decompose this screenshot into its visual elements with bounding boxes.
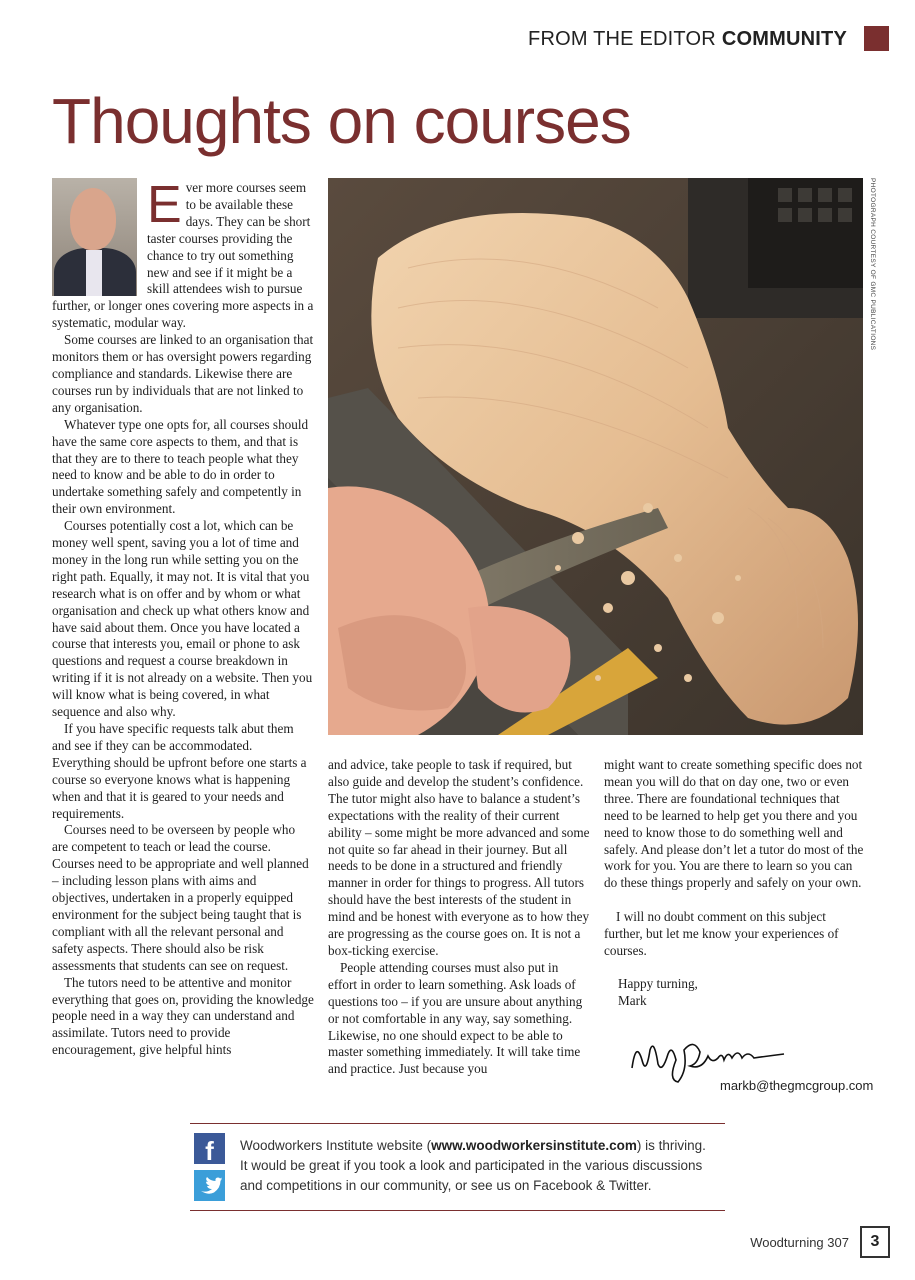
paragraph: and advice, take people to task if required, but also guide and develop the student’s confidence. The tutor might also have to balance a student’s expectations with the reality of their current ability – some might be more advanced and some not quite so far ahead in their journey. But all needs to be done in a structured and friendly manner in order for things to progress. All tutors should have the best interests of the student in mind and be honest with everyone as to how they are progressing as the course goes on. It is not a box-ticking exercise. [328,757,590,958]
article-title: Thoughts on courses [52,85,631,157]
drop-cap: E [147,176,182,234]
article-column-1 [52,176,314,1059]
website-link[interactable]: www.woodworkersinstitute.com [431,1138,637,1153]
page-footer [750,1235,849,1250]
section-header [528,28,847,51]
lathe-photo-illustration [328,178,863,735]
signoff-greeting: Happy turning, [618,975,698,991]
section-label: FROM THE EDITOR [528,28,716,50]
paragraph: Whatever type one opts for, all courses should have the same core aspects to them, and that is that they are to there to teach people what they need to know and be able to do in order to undertake something safely and competently in their own environment. [52,416,309,517]
paragraph: People attending courses must also put in effort in order to learn something. Ask loads of questions too – if you are unsure about anything or not comfortable in any way, say something. Likewise, no one should expect to be able to master something immediately. It will take time and practice. Just because you [328,959,583,1077]
paragraph: ver more courses seem to be available these days. They can be short taster courses providing the chance to try out something new and see if it might be a skill attendees wish to pursue further, or longer ones covering more aspects in a systematic, modular way. [52,180,314,331]
facebook-icon[interactable]: f [194,1133,225,1164]
paragraph: The tutors need to be attentive and monitor everything that goes on, providing the knowledge people need in a way they can understand and assimilate. Tutors need to provide encouragement, give helpful hints [52,974,314,1058]
paragraph: Some courses are linked to an organisation that monitors them or has oversight powers regarding compliance and standards. Likewise there are courses run by individuals that are not linked to any organisation. [52,332,314,415]
woodturning-photo [328,178,863,735]
issue-number: 307 [827,1235,849,1250]
paragraph: I will no doubt comment on this subject further, but let me know your experiences of courses. [604,909,839,959]
paragraph: Courses potentially cost a lot, which can be money well spent, saving you a lot of time and money in the long run while setting you on the right path. Equally, it may not. It is vital that you research what is on offer and by whom or what organisation and check up what others know and have said about them. Once you have located a course that interests you, email or phone to ask questions and request a course breakdown in writing if it is not already on a website. Then you will know what is being covered, in what sequence and also why. [52,518,313,720]
header-accent-box [864,26,889,51]
social-footer-box [190,1123,725,1211]
signoff-name: Mark [618,992,647,1008]
signoff [604,976,866,1010]
paragraph: might want to create something specific does not mean you will do that on day one, two or even three. There are foundational techniques that need to be learned to help get you there and you need to know those to do something well and safely. And please don’t let a tutor do most of the work for you. You are there to learn so you can do these things properly and safely on your own. [604,757,864,891]
editor-email[interactable]: markb@thegmcgroup.com [720,1078,874,1093]
article-column-2 [328,757,590,1078]
paragraph: If you have specific requests talk abut them and see if they can be accommodated. Everything should be upfront before one starts a course so everyone knows what is happening when and that it is geared to your needs and requirements. [52,721,307,821]
page-number: 3 [860,1226,890,1258]
twitter-icon[interactable] [194,1170,225,1201]
magazine-name: Woodturning [750,1235,824,1250]
paragraph: Courses need to be overseen by people who are competent to teach or lead the course. Courses need to be appropriate and well planned – including lesson plans with aims and objectives, undertaken in a properly equipped environment for the subject being taught that is compliant with all the relevant personal and safety aspects. There should also be risk assessments that students can see on request. [52,822,309,973]
article-column-3 [604,757,866,1010]
category-label: COMMUNITY [721,28,847,50]
photo-credit: PHOTOGRAPH COURTESY OF GMC PUBLICATIONS [869,178,876,351]
footer-text: Woodworkers Institute website (www.woodworkersinstitute.com) is thriving. It would be great if you took a look and participated in the various discussions and competitions in our community, or see us on Facebook & Twitter. [240,1138,706,1193]
editor-portrait [52,178,137,296]
